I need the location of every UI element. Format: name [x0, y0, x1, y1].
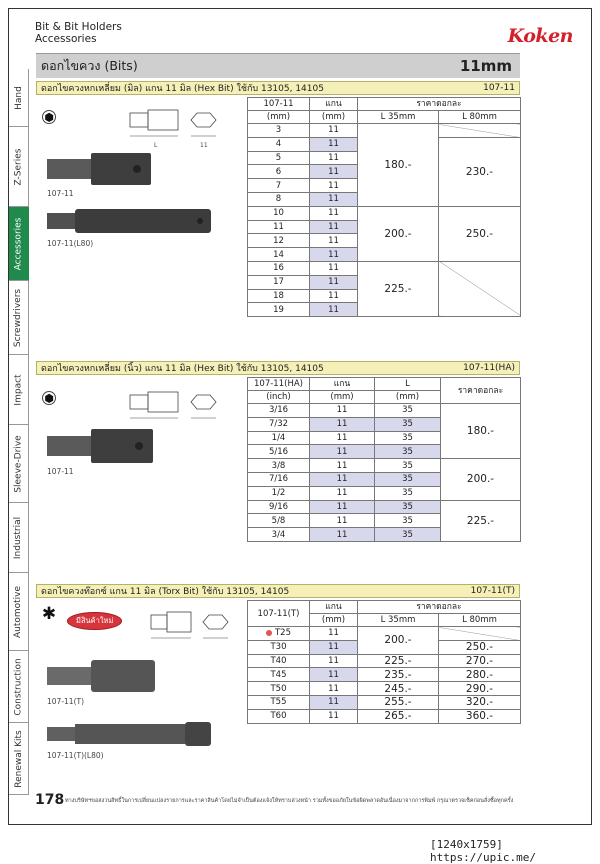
- price-l80-cell: 250.-: [439, 640, 521, 654]
- col-length-unit: (mm): [375, 391, 441, 404]
- hexagon-icon: ⬢: [42, 391, 56, 405]
- price-l35-cell: 225.-: [358, 654, 439, 668]
- sidetab-accessories[interactable]: [9, 207, 29, 281]
- length-cell: 35: [375, 417, 441, 431]
- section-torx: [36, 584, 520, 598]
- shank-cell: 11: [310, 234, 358, 248]
- header-line-1: Bit & Bit Holders: [35, 21, 122, 33]
- col-size-head: 107-11(T): [248, 601, 310, 627]
- bit-long-image: [45, 207, 215, 235]
- table-row: [248, 124, 521, 138]
- size-cell: 8: [248, 192, 310, 206]
- price-l35-cell: 200.-: [358, 206, 439, 261]
- shank-cell: 11: [310, 303, 358, 317]
- size-cell: 18: [248, 289, 310, 303]
- price-l80-empty: [439, 627, 521, 641]
- title-size: 11mm: [459, 57, 512, 75]
- size-cell: 16: [248, 261, 310, 275]
- shank-cell: 11: [310, 417, 375, 431]
- col-shank-head: แกน: [310, 98, 358, 111]
- price-l80-cell: 320.-: [439, 695, 521, 709]
- size-cell: 9/16: [248, 500, 310, 514]
- price-l35-cell: 200.-: [358, 627, 439, 655]
- col-shank-head: แกน: [310, 601, 358, 614]
- sidetab-hand[interactable]: [9, 69, 29, 127]
- size-cell: 4: [248, 137, 310, 151]
- price-l80-empty: [439, 124, 521, 138]
- size-cell: 3/4: [248, 528, 310, 542]
- shank-cell: 11: [310, 289, 358, 303]
- table-row: [248, 500, 521, 514]
- size-label: T45: [270, 669, 287, 680]
- table-row: [248, 682, 521, 696]
- section-title: ดอกไขควงหกเหลี่ยม (นิ้ว) แกน 11 มิล (Hex Bit) ใช้กับ 13105, 14105: [41, 364, 324, 374]
- col-size-unit: (mm): [248, 111, 310, 124]
- col-l35-head: L 35mm: [358, 111, 439, 124]
- length-cell: 35: [375, 528, 441, 542]
- size-cell: [248, 682, 310, 696]
- torx-star-icon: ✱: [41, 603, 57, 624]
- col-price-head: ราคาดอกละ: [358, 98, 521, 111]
- size-cell: 11: [248, 220, 310, 234]
- col-l35-head: L 35mm: [358, 614, 439, 627]
- brand-logo: Koken: [507, 25, 573, 47]
- hex-inch-table: [247, 377, 521, 542]
- section-heading: [36, 81, 520, 95]
- sidetab-automotive[interactable]: [9, 573, 29, 651]
- caption-torx-short: 107-11(T): [47, 697, 84, 706]
- size-cell: [248, 709, 310, 723]
- size-cell: 1/4: [248, 431, 310, 445]
- price-cell: 225.-: [441, 500, 521, 541]
- section-title: ดอกไขควงหกเหลี่ยม (มิล) แกน 11 มิล (Hex Bit) ใช้กับ 13105, 14105: [41, 84, 324, 94]
- shank-cell: 11: [310, 514, 375, 528]
- length-cell: 35: [375, 486, 441, 500]
- header-line-2: Accessories: [35, 33, 97, 45]
- size-cell: [248, 695, 310, 709]
- sidetab-label: Automotive: [13, 585, 24, 638]
- shank-cell: 11: [310, 137, 358, 151]
- col-l80-head: L 80mm: [439, 614, 521, 627]
- shank-cell: 11: [310, 220, 358, 234]
- catalog-page: [8, 8, 592, 825]
- page-title: ดอกไขควง (Bits): [41, 58, 138, 73]
- price-l80-cell: 250.-: [439, 206, 521, 261]
- col-shank-unit: (mm): [310, 614, 358, 627]
- shank-cell: 11: [310, 192, 358, 206]
- length-cell: 35: [375, 500, 441, 514]
- title-bar: [36, 53, 520, 78]
- table-row: [248, 668, 521, 682]
- price-l35-cell: 235.-: [358, 668, 439, 682]
- col-price-head: ราคาดอกละ: [358, 601, 521, 614]
- shank-cell: 11: [310, 275, 358, 289]
- price-l80-cell: 280.-: [439, 668, 521, 682]
- shank-cell: 11: [310, 445, 375, 459]
- price-l35-cell: 225.-: [358, 261, 439, 316]
- table-row: [248, 627, 521, 641]
- bit-dimension-drawing: [102, 105, 232, 149]
- caption-bit-inch: 107-11: [47, 467, 74, 476]
- size-cell: 7/16: [248, 472, 310, 486]
- size-cell: 7: [248, 179, 310, 193]
- price-l35-cell: 245.-: [358, 682, 439, 696]
- sidetab-label: Accessories: [13, 217, 24, 270]
- size-cell: 7/32: [248, 417, 310, 431]
- torx-bit-short-image: [45, 657, 159, 695]
- size-cell: 3: [248, 124, 310, 138]
- size-cell: 14: [248, 248, 310, 262]
- shank-cell: 11: [310, 500, 375, 514]
- size-cell: 5/16: [248, 445, 310, 459]
- shank-cell: 11: [310, 695, 358, 709]
- size-label: T40: [270, 655, 287, 666]
- sidetab-label: Impact: [13, 373, 24, 406]
- shank-cell: 11: [310, 654, 358, 668]
- shank-cell: 11: [310, 668, 358, 682]
- col-length-head: L: [375, 378, 441, 391]
- price-l80-cell: 360.-: [439, 709, 521, 723]
- shank-cell: 11: [310, 248, 358, 262]
- sidetab-label: Z-Series: [13, 148, 24, 185]
- price-l80-cell: 270.-: [439, 654, 521, 668]
- shank-cell: 11: [310, 528, 375, 542]
- shank-cell: 11: [310, 682, 358, 696]
- shank-cell: 11: [310, 709, 358, 723]
- length-cell: 35: [375, 514, 441, 528]
- svg-text:L: L: [154, 142, 158, 149]
- size-label: T60: [270, 711, 287, 722]
- sidetab-label: Industrial: [13, 516, 24, 559]
- col-shank-head: แกน: [310, 378, 375, 391]
- col-shank-unit: (mm): [310, 111, 358, 124]
- size-cell: [248, 627, 310, 641]
- section-heading: [36, 584, 520, 598]
- section-hex-mm: [36, 81, 520, 95]
- size-cell: [248, 668, 310, 682]
- size-cell: 19: [248, 303, 310, 317]
- page-number: 178: [35, 792, 65, 808]
- sidetab-label: Construction: [13, 657, 24, 716]
- col-size-head: 107-11: [248, 98, 310, 111]
- shank-cell: 11: [310, 404, 375, 418]
- price-cell: 200.-: [441, 459, 521, 500]
- new-item-dot-icon: [266, 630, 272, 636]
- table-row: [248, 206, 521, 220]
- size-cell: 3/8: [248, 459, 310, 473]
- section-heading: [36, 361, 520, 375]
- size-label: T55: [270, 697, 287, 708]
- length-cell: 35: [375, 431, 441, 445]
- shank-cell: 11: [310, 206, 358, 220]
- torx-dimension-drawing: [149, 607, 239, 647]
- shank-cell: 11: [310, 261, 358, 275]
- section-code: 107-11(HA): [463, 363, 515, 373]
- page-header: [35, 21, 122, 45]
- size-cell: 5/8: [248, 514, 310, 528]
- col-l80-head: L 80mm: [439, 111, 521, 124]
- hex-mm-table: [247, 97, 521, 317]
- size-label: T50: [270, 683, 287, 694]
- shank-cell: 11: [310, 459, 375, 473]
- shank-cell: 11: [310, 179, 358, 193]
- size-cell: 6: [248, 165, 310, 179]
- torx-table: [247, 600, 521, 724]
- sidetab-label: Sleeve-Drive: [13, 434, 24, 493]
- price-l35-cell: 265.-: [358, 709, 439, 723]
- length-cell: 35: [375, 404, 441, 418]
- sidetab-renewal-kits[interactable]: [9, 723, 29, 795]
- size-label: T30: [270, 642, 287, 653]
- bit-dimension-drawing: [102, 387, 232, 431]
- caption-bit-long: 107-11(L80): [47, 239, 94, 248]
- length-cell: 35: [375, 445, 441, 459]
- sidetab-construction[interactable]: [9, 651, 29, 723]
- shank-cell: 11: [310, 151, 358, 165]
- size-cell: 10: [248, 206, 310, 220]
- svg-text:11: 11: [200, 142, 208, 149]
- price-l35-cell: 180.-: [358, 124, 439, 207]
- shank-cell: 11: [310, 165, 358, 179]
- table-row: [248, 459, 521, 473]
- sidetab-z-series[interactable]: [9, 127, 29, 207]
- shank-cell: 11: [310, 472, 375, 486]
- length-cell: 35: [375, 472, 441, 486]
- shank-cell: 11: [310, 627, 358, 641]
- price-l80-cell: 230.-: [439, 137, 521, 206]
- new-product-badge: มีสินค้าใหม่: [67, 612, 122, 630]
- footer-note: ทางบริษัทฯขอสงวนสิทธิ์ในการเปลี่ยนแปลงรายการและราคาสินค้าโดยไม่จำเป็นต้องแจ้งให้ทราบล่วงหน้า รวมทั้งขออภัยในข้อผิดพลาดอันเนื่องมาจากการพิมพ์ กรุณาตรวจเช็คก่อนสั่งซื้อทุกครั้ง: [65, 798, 514, 804]
- sidetab-label: Hand: [13, 85, 24, 110]
- caption-torx-long: 107-11(T)(L80): [47, 751, 104, 760]
- table-row: [248, 404, 521, 418]
- shank-cell: 11: [310, 431, 375, 445]
- section-code: 107-11(T): [470, 586, 515, 596]
- sidetab-industrial[interactable]: [9, 503, 29, 573]
- size-cell: 1/2: [248, 486, 310, 500]
- table-row: [248, 654, 521, 668]
- table-row: [248, 709, 521, 723]
- size-cell: [248, 640, 310, 654]
- caption-bit-short: 107-11: [47, 189, 74, 198]
- size-cell: 5: [248, 151, 310, 165]
- section-hex-inch: [36, 361, 520, 375]
- table-row: [248, 695, 521, 709]
- bit-short-image: [45, 151, 155, 187]
- col-shank-unit: (mm): [310, 391, 375, 404]
- sidetab-screwdrivers[interactable]: [9, 281, 29, 355]
- table-row: [248, 261, 521, 275]
- shank-cell: 11: [310, 486, 375, 500]
- size-cell: 17: [248, 275, 310, 289]
- col-size-unit: (inch): [248, 391, 310, 404]
- price-cell: 180.-: [441, 404, 521, 459]
- size-cell: 12: [248, 234, 310, 248]
- bit-inch-image: [45, 427, 157, 465]
- section-title: ดอกไขควงท๊อกซ์ แกน 11 มิล (Torx Bit) ใช้กับ 13105, 14105: [41, 587, 290, 597]
- hexagon-icon: ⬢: [42, 110, 56, 124]
- sidetab-label: Screwdrivers: [13, 288, 24, 347]
- col-price-head: ราคาดอกละ: [441, 378, 521, 404]
- section-code: 107-11: [483, 83, 515, 93]
- length-cell: 35: [375, 459, 441, 473]
- shank-cell: 11: [310, 124, 358, 138]
- size-cell: 3/16: [248, 404, 310, 418]
- col-size-head: 107-11(HA): [248, 378, 310, 391]
- price-l80-empty: [439, 261, 521, 316]
- price-l80-cell: 290.-: [439, 682, 521, 696]
- sidetab-label: Renewal Kits: [13, 729, 24, 788]
- sidetab-impact[interactable]: [9, 355, 29, 425]
- sidetab-sleeve-drive[interactable]: [9, 425, 29, 503]
- torx-bit-long-image: [45, 721, 215, 747]
- size-label: T25: [274, 628, 291, 639]
- shank-cell: 11: [310, 640, 358, 654]
- price-l35-cell: 255.-: [358, 695, 439, 709]
- size-cell: [248, 654, 310, 668]
- image-credit: [1240x1759] https://upic.me/: [430, 838, 536, 864]
